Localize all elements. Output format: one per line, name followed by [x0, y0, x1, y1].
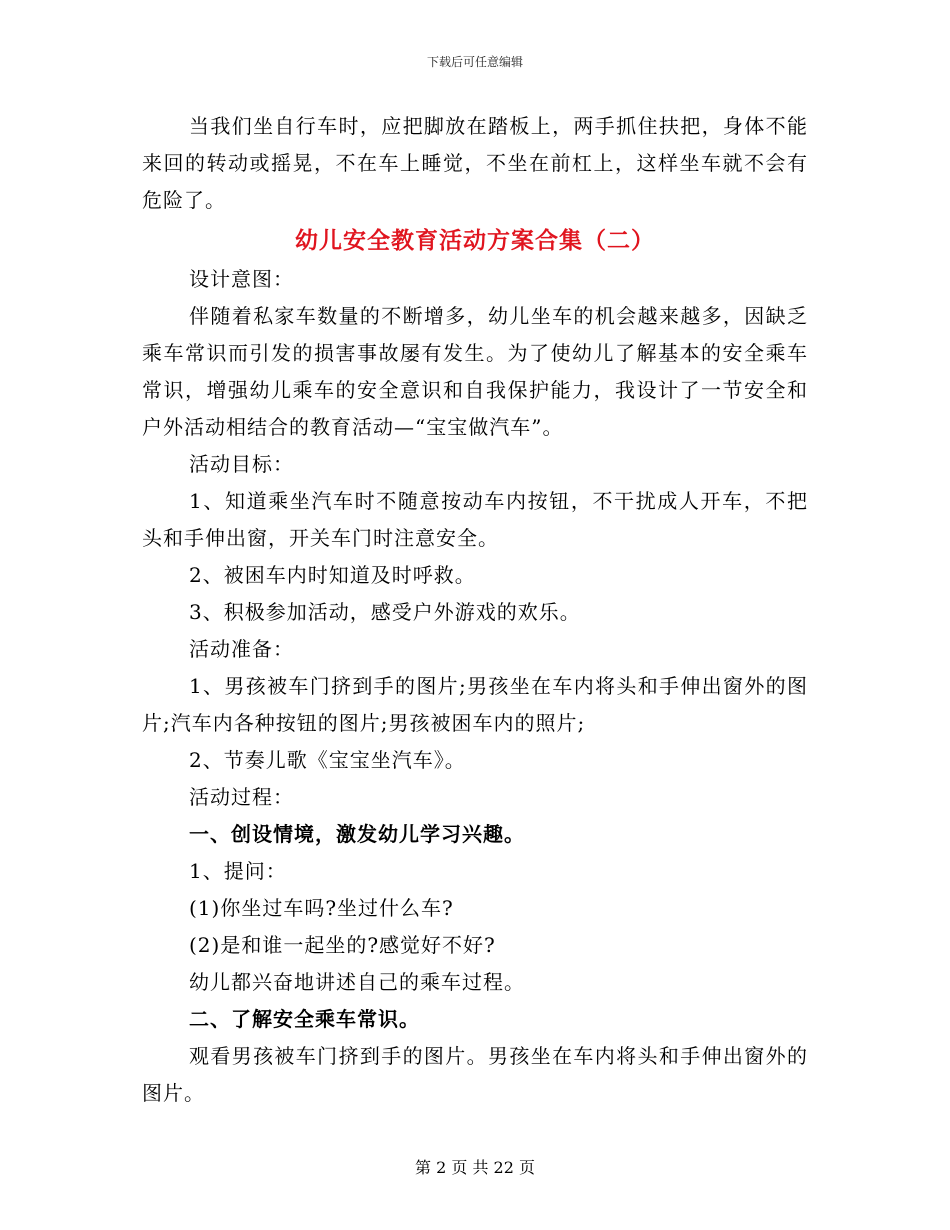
process-label: 活动过程：	[189, 785, 294, 809]
intro-paragraph: 当我们坐自行车时，应把脚放在踏板上，两手抓住扶把，身体不能来回的转动或摇晃，不在车上睡觉，不坐在前杠上，这样坐车就不会有危险了。	[142, 114, 808, 212]
design-intent-paragraph: 伴随着私家车数量的不断增多，幼儿坐车的机会越来越多，因缺乏乘车常识而引发的损害事故屡有发生。为了使幼儿了解基本的安全乘车常识，增强幼儿乘车的安全意识和自我保护能力，我设计了一节安全和户外活动相结合的教育活动—“宝宝做汽车”。	[142, 304, 808, 439]
design-intent-label: 设计意图：	[189, 267, 294, 291]
process-section-1-heading: 一、创设情境，激发幼儿学习兴趣。	[189, 822, 525, 846]
page-footer: 第 2 页 共 22 页	[415, 1158, 535, 1177]
preparation-label: 活动准备：	[189, 637, 294, 661]
page-header: 下载后可任意编辑	[426, 55, 523, 69]
preparation-item-2: 2、节奏儿歌《宝宝坐汽车》。	[189, 748, 466, 772]
process-section-2-heading: 二、了解安全乘车常识。	[189, 1007, 420, 1031]
goal-item-3: 3、积极参加活动，感受户外游戏的欢乐。	[189, 600, 581, 624]
goals-label: 活动目标：	[189, 452, 294, 476]
document-body	[142, 108, 808, 1112]
section-title: 幼儿安全教育活动方案合集（二）	[295, 227, 655, 254]
ask-label: 1、提问：	[189, 859, 287, 883]
observe-paragraph: 观看男孩被车门挤到手的图片。男孩坐在车内将头和手伸出窗外的图片。	[142, 1044, 808, 1105]
goal-item-1: 1、知道乘坐汽车时不随意按动车内按钮，不干扰成人开车，不把头和手伸出窗，开关车门时注意安全。	[142, 489, 808, 550]
question-1: (1)你坐过车吗?坐过什么车?	[189, 896, 454, 920]
goal-item-2: 2、被困车内时知道及时呼救。	[189, 563, 476, 587]
question-2: (2)是和谁一起坐的?感觉好不好?	[189, 933, 496, 957]
preparation-item-1: 1、男孩被车门挤到手的图片;男孩坐在车内将头和手伸出窗外的图片;汽车内各种按钮的图片;男孩被困车内的照片;	[142, 674, 808, 735]
answer-text: 幼儿都兴奋地讲述自己的乘车过程。	[189, 970, 525, 994]
